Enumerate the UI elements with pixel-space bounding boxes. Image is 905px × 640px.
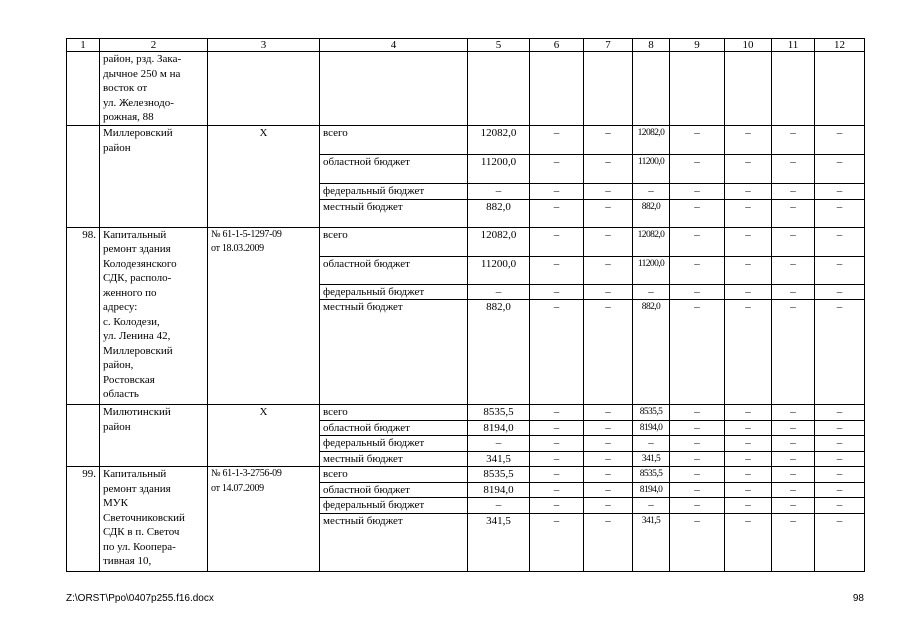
- value-cell: 882,0: [633, 199, 670, 227]
- dash-cell: –: [772, 513, 815, 571]
- value-cell: 8535,5: [633, 405, 670, 421]
- dash-cell: –: [530, 482, 584, 498]
- dash-cell: –: [725, 482, 772, 498]
- dash-cell: –: [815, 482, 865, 498]
- header-cell: 5: [468, 39, 530, 52]
- dash-cell: –: [772, 126, 815, 155]
- dash-cell: –: [530, 467, 584, 483]
- dash-cell: –: [670, 155, 725, 184]
- dash-cell: –: [725, 300, 772, 405]
- budget-label: местный бюджет: [320, 199, 468, 227]
- dash-cell: –: [530, 300, 584, 405]
- value-cell: 8194,0: [468, 420, 530, 436]
- dash-cell: –: [815, 155, 865, 184]
- dash-cell: –: [815, 436, 865, 452]
- dash-cell: –: [815, 467, 865, 483]
- budget-label: федеральный бюджет: [320, 436, 468, 452]
- item-number: 99.: [67, 467, 100, 572]
- dash-cell: –: [584, 184, 633, 200]
- dash-cell: –: [530, 405, 584, 421]
- value-cell: 12082,0: [633, 126, 670, 155]
- dash-cell: –: [670, 284, 725, 300]
- value-cell: 11200,0: [633, 155, 670, 184]
- dash-cell: –: [670, 513, 725, 571]
- dash-cell: –: [670, 199, 725, 227]
- dash-cell: –: [725, 256, 772, 284]
- value-cell: 11200,0: [468, 256, 530, 284]
- dash-cell: –: [725, 284, 772, 300]
- value-cell: 341,5: [633, 451, 670, 467]
- value-cell: 8535,5: [468, 405, 530, 421]
- document-ref: № 61-1-5-1297-09 от 18.03.2009: [208, 227, 320, 405]
- budget-label: областной бюджет: [320, 482, 468, 498]
- footer-file-path: Z:\ORST\Ppo\0407p255.f16.docx: [66, 593, 214, 604]
- dash-cell: –: [584, 436, 633, 452]
- dash-cell: –: [725, 451, 772, 467]
- dash-cell: –: [530, 420, 584, 436]
- value-cell: 8535,5: [468, 467, 530, 483]
- budget-label: областной бюджет: [320, 256, 468, 284]
- header-cell: 7: [584, 39, 633, 52]
- dash-cell: –: [584, 227, 633, 256]
- dash-cell: –: [584, 256, 633, 284]
- dash-cell: –: [530, 498, 584, 514]
- budget-label: федеральный бюджет: [320, 498, 468, 514]
- header-cell: 4: [320, 39, 468, 52]
- dash-cell: –: [815, 498, 865, 514]
- value-cell: 12082,0: [633, 227, 670, 256]
- dash-cell: –: [584, 482, 633, 498]
- dash-cell: –: [772, 467, 815, 483]
- value-cell: 882,0: [633, 300, 670, 405]
- value-cell: 8194,0: [468, 482, 530, 498]
- budget-label: всего: [320, 126, 468, 155]
- dash-cell: –: [772, 155, 815, 184]
- object-description: район, рзд. Зака- дычное 250 м на восток от ул. Железнодо- рожная, 88: [100, 52, 208, 126]
- dash-cell: –: [725, 155, 772, 184]
- budget-label: местный бюджет: [320, 300, 468, 405]
- dash-cell: –: [725, 227, 772, 256]
- dash-cell: –: [725, 405, 772, 421]
- object-description: Капитальный ремонт здания МУК Светочниковский СДК в п. Светоч по ул. Коопера- тивная 10,: [100, 467, 208, 572]
- dash-cell: –: [772, 482, 815, 498]
- table-header-row: [67, 39, 865, 52]
- dash-cell: –: [815, 420, 865, 436]
- dash-cell: –: [670, 300, 725, 405]
- dash-cell: –: [725, 436, 772, 452]
- value-cell: 8194,0: [633, 482, 670, 498]
- dash-cell: –: [584, 405, 633, 421]
- value-cell: –: [468, 284, 530, 300]
- budget-label: всего: [320, 227, 468, 256]
- dash-cell: –: [772, 284, 815, 300]
- value-cell: 12082,0: [468, 126, 530, 155]
- budget-label: федеральный бюджет: [320, 184, 468, 200]
- value-cell: –: [468, 498, 530, 514]
- dash-cell: –: [725, 420, 772, 436]
- table-row: [67, 52, 865, 126]
- budget-label: федеральный бюджет: [320, 284, 468, 300]
- dash-cell: –: [530, 284, 584, 300]
- dash-cell: –: [725, 467, 772, 483]
- budget-label: всего: [320, 467, 468, 483]
- dash-cell: –: [530, 513, 584, 571]
- dash-cell: –: [670, 436, 725, 452]
- header-cell: 1: [67, 39, 100, 52]
- dash-cell: –: [815, 300, 865, 405]
- dash-cell: –: [815, 284, 865, 300]
- header-cell: 11: [772, 39, 815, 52]
- header-cell: 6: [530, 39, 584, 52]
- header-cell: 3: [208, 39, 320, 52]
- dash-cell: –: [670, 227, 725, 256]
- dash-cell: –: [530, 436, 584, 452]
- object-description: Капитальный ремонт здания Колодезянского СДК, располо- женного по адресу: с. Колодези, ул. Ленина 42, Миллеровский район, Ростовская область: [100, 227, 208, 405]
- document-ref: № 61-1-3-2756-09 от 14.07.2009: [208, 467, 320, 572]
- dash-cell: –: [772, 420, 815, 436]
- value-cell: 882,0: [468, 300, 530, 405]
- dash-cell: –: [772, 405, 815, 421]
- value-cell: 8535,5: [633, 467, 670, 483]
- table-row: [67, 227, 865, 256]
- value-cell: 11200,0: [468, 155, 530, 184]
- dash-cell: –: [815, 184, 865, 200]
- value-cell: 882,0: [468, 199, 530, 227]
- dash-cell: –: [725, 513, 772, 571]
- dash-cell: –: [772, 300, 815, 405]
- value-cell: –: [468, 436, 530, 452]
- table-row: [67, 126, 865, 155]
- dash-cell: –: [772, 184, 815, 200]
- dash-cell: –: [584, 199, 633, 227]
- dash-cell: –: [772, 227, 815, 256]
- dash-cell: –: [584, 451, 633, 467]
- dash-cell: –: [772, 498, 815, 514]
- value-cell: 341,5: [468, 451, 530, 467]
- dash-cell: –: [530, 256, 584, 284]
- dash-cell: –: [772, 256, 815, 284]
- header-cell: 2: [100, 39, 208, 52]
- dash-cell: –: [584, 155, 633, 184]
- header-cell: 8: [633, 39, 670, 52]
- dash-cell: –: [584, 467, 633, 483]
- value-cell: 12082,0: [468, 227, 530, 256]
- dash-cell: –: [815, 126, 865, 155]
- budget-label: областной бюджет: [320, 420, 468, 436]
- dash-cell: –: [725, 498, 772, 514]
- item-number: 98.: [67, 227, 100, 405]
- dash-cell: –: [584, 513, 633, 571]
- value-cell: 341,5: [633, 513, 670, 571]
- district-name: Милютинский район: [100, 405, 208, 467]
- dash-cell: –: [725, 184, 772, 200]
- document-ref: Х: [208, 126, 320, 228]
- dash-cell: –: [584, 126, 633, 155]
- dash-cell: –: [670, 482, 725, 498]
- dash-cell: –: [815, 513, 865, 571]
- district-name: Миллеровский район: [100, 126, 208, 228]
- budget-label: областной бюджет: [320, 155, 468, 184]
- budget-label: местный бюджет: [320, 513, 468, 571]
- dash-cell: –: [772, 451, 815, 467]
- dash-cell: –: [725, 199, 772, 227]
- dash-cell: –: [530, 227, 584, 256]
- dash-cell: –: [530, 451, 584, 467]
- dash-cell: –: [815, 227, 865, 256]
- dash-cell: –: [530, 155, 584, 184]
- page-number: 98: [852, 593, 864, 604]
- header-cell: 12: [815, 39, 865, 52]
- dash-cell: –: [530, 199, 584, 227]
- dash-cell: –: [633, 284, 670, 300]
- dash-cell: –: [670, 420, 725, 436]
- dash-cell: –: [815, 451, 865, 467]
- budget-label: всего: [320, 405, 468, 421]
- dash-cell: –: [670, 451, 725, 467]
- budget-table: [66, 38, 865, 572]
- dash-cell: –: [772, 199, 815, 227]
- table-row: [67, 467, 865, 483]
- dash-cell: –: [584, 420, 633, 436]
- budget-label: местный бюджет: [320, 451, 468, 467]
- value-cell: 341,5: [468, 513, 530, 571]
- document-ref: Х: [208, 405, 320, 467]
- dash-cell: –: [530, 184, 584, 200]
- dash-cell: –: [584, 498, 633, 514]
- dash-cell: –: [670, 126, 725, 155]
- dash-cell: –: [633, 184, 670, 200]
- table-row: [67, 405, 865, 421]
- dash-cell: –: [633, 436, 670, 452]
- dash-cell: –: [670, 184, 725, 200]
- header-cell: 10: [725, 39, 772, 52]
- dash-cell: –: [815, 256, 865, 284]
- dash-cell: –: [815, 405, 865, 421]
- dash-cell: –: [670, 405, 725, 421]
- dash-cell: –: [815, 199, 865, 227]
- dash-cell: –: [670, 498, 725, 514]
- dash-cell: –: [633, 498, 670, 514]
- header-cell: 9: [670, 39, 725, 52]
- value-cell: 11200,0: [633, 256, 670, 284]
- dash-cell: –: [584, 284, 633, 300]
- dash-cell: –: [670, 256, 725, 284]
- value-cell: –: [468, 184, 530, 200]
- dash-cell: –: [584, 300, 633, 405]
- dash-cell: –: [772, 436, 815, 452]
- dash-cell: –: [530, 126, 584, 155]
- value-cell: 8194,0: [633, 420, 670, 436]
- dash-cell: –: [725, 126, 772, 155]
- dash-cell: –: [670, 467, 725, 483]
